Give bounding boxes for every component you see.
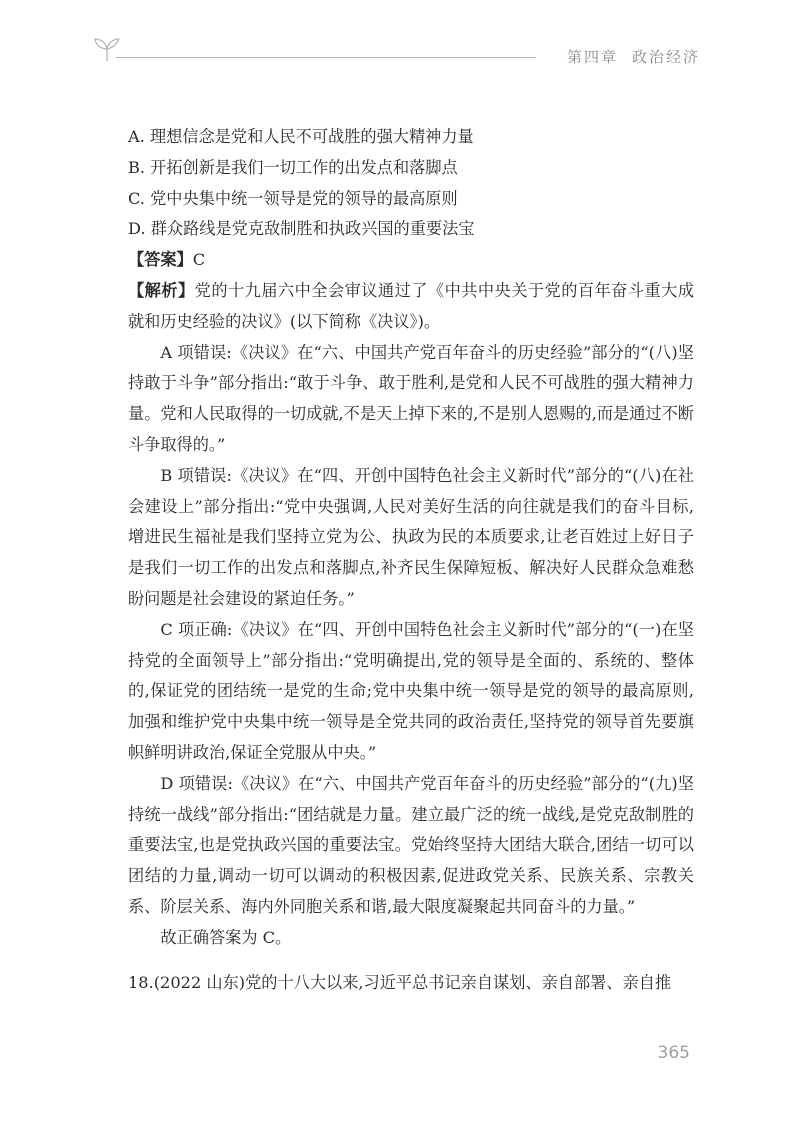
- analysis-label: 【解析】: [128, 280, 195, 300]
- chapter-number: 第四章: [566, 48, 618, 66]
- analysis-paragraph-b: B 项错误:《决议》在“四、开创中国特色社会主义新时代”部分的“(八)在社会建设上”部分指出:“党中央强调,人民对美好生活的向往就是我们的奋斗目标,增进民生福祉是我们坚持立党为公、执政为民的本质要求,让老百姓过上好日子是我们一切工作的出发点和落脚点,补齐民生保障短板、解决好人民群众急难愁盼问题是社会建设的紧迫任务。”: [128, 465, 694, 608]
- analysis-paragraph-c: C 项正确:《决议》在“四、开创中国特色社会主义新时代”部分的“(一)在坚持党的全面领导上”部分指出:“党明确提出,党的领导是全面的、系统的、整体的,保证党的团结统一是党的生命;党中央集中统一领导是党的领导的最高原则,加强和维护党中央集中统一领导是全党共同的政治责任,坚持党的领导首先要旗帜鲜明讲政治,保证全党服从中央。”: [128, 619, 694, 762]
- option-b: B. 开拓创新是我们一切工作的出发点和落脚点: [128, 157, 458, 177]
- option-c: C. 党中央集中统一领导是党的领导的最高原则: [128, 188, 458, 208]
- page-content: [128, 122, 694, 998]
- analysis-paragraph-a: A 项错误:《决议》在“六、中国共产党百年奋斗的历史经验”部分的“(八)坚持敢于斗争”部分指出:“敢于斗争、敢于胜利,是党和人民不可战胜的强大精神力量。党和人民取得的一切成就,不是天上掉下来的,不是别人恩赐的,而是通过不断斗争取得的。”: [128, 342, 694, 454]
- answer-line: [128, 245, 694, 276]
- sprout-icon: [92, 36, 122, 62]
- answer-label: 【答案】: [128, 250, 193, 270]
- chapter-header: [567, 46, 700, 67]
- option-d: D. 群众路线是党克敌制胜和执政兴国的重要法宝: [128, 219, 475, 239]
- analysis-conclusion: 故正确答案为 C。: [160, 927, 292, 947]
- analysis-paragraph-d: D 项错误:《决议》在“六、中国共产党百年奋斗的历史经验”部分的“(九)坚持统一战线”部分指出:“团结就是力量。建立最广泛的统一战线,是党克敌制胜的重要法宝,也是党执政兴国的重要法宝。党始终坚持大团结大联合,团结一切可以团结的力量,调动一切可以调动的积极因素,促进政党关系、民族关系、宗教关系、阶层关系、海内外同胞关系和谐,最大限度凝聚起共同奋斗的力量。”: [128, 773, 694, 916]
- answer-value: C: [192, 250, 206, 270]
- chapter-title: 政治经济: [631, 48, 700, 66]
- analysis-intro-text: 党的十九届六中全会审议通过了《中共中央关于党的百年奋斗重大成就和历史经验的决议》(以下简称《决议》)。: [128, 280, 695, 331]
- analysis-intro: [128, 276, 694, 338]
- page-number: 365: [657, 1043, 690, 1063]
- option-a: A. 理想信念是党和人民不可战胜的强大精神力量: [128, 127, 474, 146]
- header-rule: [116, 57, 536, 58]
- next-question: 18.(2022 山东)党的十八大以来,习近平总书记亲自谋划、亲自部署、亲自推: [128, 972, 672, 992]
